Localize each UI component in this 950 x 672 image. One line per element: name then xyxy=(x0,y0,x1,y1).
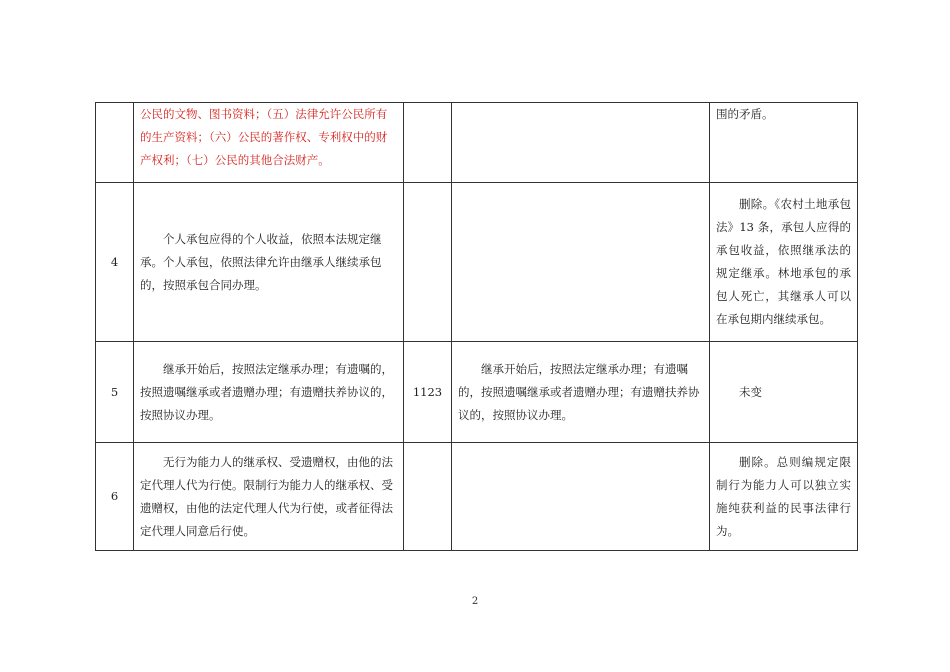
comparison-table xyxy=(95,102,858,551)
revision-note: 未变 xyxy=(710,342,858,443)
old-provision-text: 继承开始后，按照法定继承办理；有遗嘱的，按照遗嘱继承或者遗赠办理；有遗赠扶养协议的，按照协议办理。 xyxy=(134,342,404,443)
new-article-number xyxy=(404,443,452,551)
revision-note: 围的矛盾。 xyxy=(710,103,858,183)
old-provision-text: 公民的文物、图书资料；（五）法律允许公民所有的生产资料；（六）公民的著作权、专利权中的财产权利；（七）公民的其他合法财产。 xyxy=(134,103,404,183)
new-provision-text xyxy=(452,183,710,342)
table-row xyxy=(96,342,858,443)
new-provision-text: 继承开始后，按照法定继承办理；有遗嘱的，按照遗嘱继承或者遗赠办理；有遗赠扶养协议的，按照协议办理。 xyxy=(452,342,710,443)
page-number: 2 xyxy=(471,596,479,607)
new-article-number: 1123 xyxy=(404,342,452,443)
new-provision-text xyxy=(452,443,710,551)
old-provision-text: 无行为能力人的继承权、受遗赠权，由他的法定代理人代为行使。限制行为能力人的继承权、受遗赠权，由他的法定代理人代为行使，或者征得法定代理人同意后行使。 xyxy=(134,443,404,551)
table-row xyxy=(96,443,858,551)
old-provision-text: 个人承包应得的个人收益，依照本法规定继承。个人承包，依照法律允许由继承人继续承包的，按照承包合同办理。 xyxy=(134,183,404,342)
row-number: 6 xyxy=(96,443,134,551)
new-article-number xyxy=(404,103,452,183)
revision-note: 删除。《农村土地承包法》13 条，承包人应得的承包收益，依照继承法的规定继承。林地承包的承包人死亡，其继承人可以在承包期内继续承包。 xyxy=(710,183,858,342)
row-number: 4 xyxy=(96,183,134,342)
row-number xyxy=(96,103,134,183)
row-number: 5 xyxy=(96,342,134,443)
table-row xyxy=(96,103,858,183)
new-article-number xyxy=(404,183,452,342)
revision-note: 删除。总则编规定限制行为能力人可以独立实施纯获利益的民事法律行为。 xyxy=(710,443,858,551)
table-row xyxy=(96,183,858,342)
new-provision-text xyxy=(452,103,710,183)
